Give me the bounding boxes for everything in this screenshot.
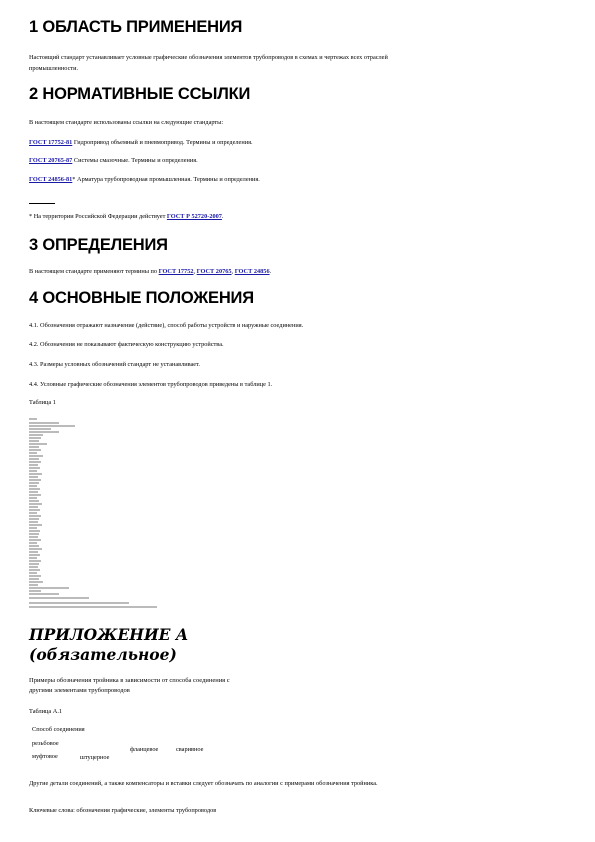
table-a1 [29, 726, 249, 770]
term-link-gost-24856[interactable]: ГОСТ 24856 [234, 268, 270, 275]
reference-text: Системы смазочные. Термины и определения. [72, 157, 198, 164]
section-1-body-line-2: промышленности. [29, 65, 79, 72]
table-a1-col-nipple: штуцерное [80, 754, 110, 761]
reference-item [29, 176, 260, 183]
reference-text: * Арматура трубопроводная промышленная. Термины и определения. [72, 176, 260, 183]
footnote [29, 213, 224, 220]
provision-item: 4.1. Обозначения отражают назначение (действие), способ работы устройств и наружные соединения. [29, 322, 304, 329]
table-a1-label: Таблица А.1 [29, 708, 63, 715]
footnote-text: * На территории Российской Федерации действует [29, 213, 167, 220]
section-3-suffix: . [269, 268, 272, 275]
appendix-title-line-2: (обязательное) [29, 645, 177, 664]
reference-item [29, 139, 253, 146]
footnote-suffix: . [221, 213, 224, 220]
provision-item: 4.4. Условные графические обозначения элементов трубопроводов приведены в таблице 1. [29, 381, 273, 388]
table-1-graphic [29, 417, 299, 613]
provision-item: 4.3. Размеры условных обозначений стандарт не устанавливает. [29, 361, 200, 368]
appendix-title-line-1: ПРИЛОЖЕНИЕ А [29, 625, 189, 644]
table-a1-col-coupling: муфтовое [32, 753, 58, 760]
footnote-divider [29, 203, 55, 204]
term-link-gost-20765[interactable]: ГОСТ 20765 [196, 268, 232, 275]
section-3-heading: 3 ОПРЕДЕЛЕНИЯ [29, 236, 168, 254]
section-2-intro: В настоящем стандарте использованы ссылки на следующие стандарты: [29, 119, 224, 126]
section-3-prefix: В настоящем стандарте применяют термины по [29, 268, 159, 275]
reference-item [29, 157, 198, 164]
table-a1-col-threaded: резьбовое [32, 740, 59, 747]
reference-text: Гидропривод объемный и пневмопривод. Термины и определения. [72, 139, 253, 146]
section-1-body-line-1: Настоящий стандарт устанавливает условные графические обозначения элементов трубопроводов в схемах и чертежах всех отраслей [29, 54, 388, 61]
table-a1-col-flange: фланцевое [130, 746, 159, 753]
table-1-miniature [29, 417, 299, 613]
separator: , [193, 268, 197, 275]
provision-item: 4.2. Обозначения не показывают фактическую конструкцию устройства. [29, 341, 224, 348]
reference-link[interactable]: ГОСТ 24856-81 [29, 176, 73, 183]
appendix-caption-line-1: Примеры обозначения тройника в зависимости от способа соединения с [29, 677, 230, 684]
section-3-body [29, 268, 271, 275]
separator: , [231, 268, 235, 275]
table-a1-col-welded: сваривное [176, 746, 204, 753]
section-2-heading: 2 НОРМАТИВНЫЕ ССЫЛКИ [29, 85, 251, 103]
table-1-label: Таблица 1 [29, 399, 56, 406]
section-1-heading: 1 ОБЛАСТЬ ПРИМЕНЕНИЯ [29, 18, 243, 36]
keywords: Ключевые слова: обозначения графические, элементы трубопроводов [29, 807, 217, 814]
appendix-caption-line-2: другими элементами трубопроводов [29, 687, 130, 694]
appendix-note: Другие детали соединений, а также компенсаторы и вставки следует обозначать по аналогии с примерами обозначения тройника. [29, 780, 378, 787]
reference-link[interactable]: ГОСТ 20765-87 [29, 157, 73, 164]
footnote-link[interactable]: ГОСТ Р 52720-2007 [166, 213, 222, 220]
term-link-gost-17752[interactable]: ГОСТ 17752 [158, 268, 194, 275]
section-4-heading: 4 ОСНОВНЫЕ ПОЛОЖЕНИЯ [29, 289, 254, 307]
table-a1-header: Способ соединения [32, 726, 85, 733]
reference-link[interactable]: ГОСТ 17752-81 [29, 139, 73, 146]
